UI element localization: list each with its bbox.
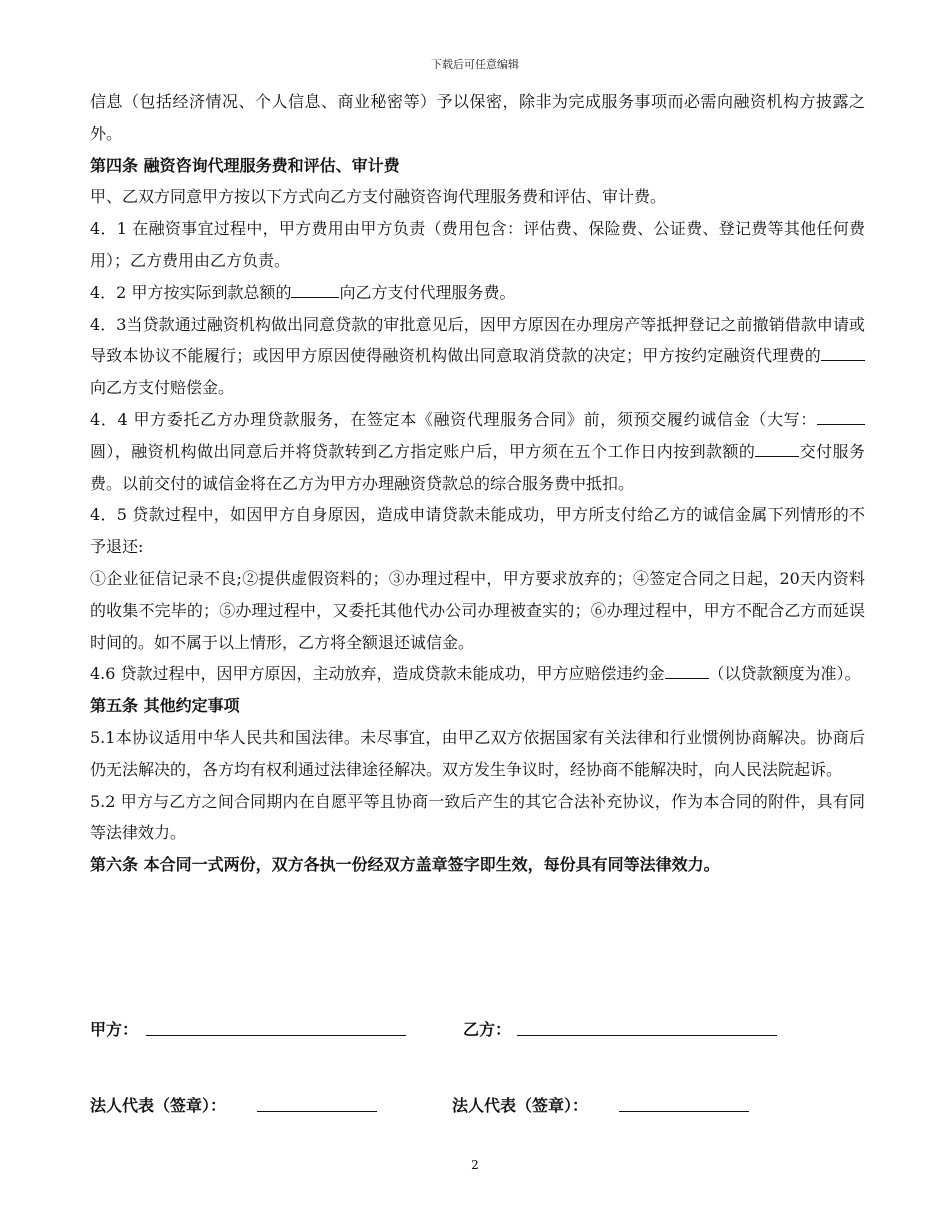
article-4-heading: 第四条 融资咨询代理服务费和评估、审计费 bbox=[90, 155, 400, 175]
clause-4-4 bbox=[90, 404, 865, 499]
clause-4-4-text-b: 圆），融资机构做出同意后并将贷款转到乙方指定账户后，甲方须在五个工作日内按到款额的 bbox=[90, 441, 756, 461]
party-a-label: 甲方： bbox=[90, 1020, 139, 1039]
clause-4-2-text-a: 4．2 甲方按实际到款总额的 bbox=[90, 282, 292, 302]
clause-4-4-text-a: 4．4 甲方委托乙方办理贷款服务，在签定本《融资代理服务合同》前，须预交履约诚信金（大写： bbox=[90, 409, 817, 429]
paragraph-confidentiality: 信息（包括经济情况、个人信息、商业秘密等）予以保密，除非为完成服务事项而必需向融资机构方披露之外。 bbox=[90, 92, 865, 143]
clause-4-4-text-c: 交付服务费。以前交付的诚信金将在乙方为甲方办理融资贷款总的综合服务费中抵扣。 bbox=[90, 441, 865, 493]
fee-rate-blank[interactable] bbox=[291, 281, 339, 298]
clause-4-2-text-b: 向乙方支付代理服务费。 bbox=[339, 282, 516, 302]
party-b-rep-label: 法人代表（签章）： bbox=[452, 1096, 589, 1115]
party-a-rep-signature-line[interactable] bbox=[257, 1111, 377, 1112]
clause-5-2: 5.2 甲方与乙方之间合同期内在自愿平等且协商一致后产生的其它合法补充协议，作为本合同的附件，具有同等法律效力。 bbox=[90, 791, 865, 843]
clause-4-3-text-b: 向乙方支付赔偿金。 bbox=[90, 378, 235, 398]
deposit-amount-blank[interactable] bbox=[817, 408, 865, 425]
clause-4-6-text-b: （以贷款额度为准）。 bbox=[708, 664, 861, 684]
page-number: 2 bbox=[471, 1158, 479, 1172]
page-header: 下载后可任意编辑 bbox=[431, 58, 519, 71]
clause-4-5-conditions: ①企业征信记录不良;②提供虚假资料的；③办理过程中，甲方要求放弃的；④签定合同之日起，20天内资料的收集不完毕的；⑤办理过程中，又委托其他代办公司办理被查实的；⑥办理过程中，甲方不配合乙方而延误时间的。如不属于以上情形，乙方将全额退还诚信金。 bbox=[90, 568, 865, 652]
article-5-heading: 第五条 其他约定事项 bbox=[90, 696, 240, 716]
party-b-label: 乙方： bbox=[463, 1020, 512, 1039]
clause-4-6 bbox=[90, 658, 865, 690]
clause-4-2 bbox=[90, 277, 865, 309]
party-a-rep-label: 法人代表（签章）： bbox=[90, 1096, 227, 1115]
party-a-signature-line[interactable] bbox=[146, 1035, 406, 1036]
party-b-rep-signature-line[interactable] bbox=[619, 1111, 749, 1112]
article-6-heading: 第六条 本合同一式两份，双方各执一份经双方盖章签字即生效，每份具有同等法律效力。 bbox=[90, 855, 720, 875]
clause-4-1: 4．1 在融资事宜过程中，甲方费用由甲方负责（费用包含：评估费、保险费、公证费、登记费等其他任何费用）；乙方费用由乙方负责。 bbox=[90, 219, 865, 270]
clause-5-1: 5.1本协议适用中华人民共和国法律。未尽事宜，由甲乙双方依据国家有关法律和行业惯例协商解决。协商后仍无法解决的，各方均有权利通过法律途径解决。双方发生争议时，经协商不能解决时，向人民法院起诉。 bbox=[90, 727, 865, 779]
service-fee-rate-blank[interactable] bbox=[755, 440, 799, 457]
party-b-signature-line[interactable] bbox=[517, 1035, 777, 1036]
penalty-blank[interactable] bbox=[665, 662, 709, 679]
clause-4-6-text-a: 4.6 贷款过程中，因甲方原因，主动放弃，造成贷款未能成功，甲方应赔偿违约金 bbox=[90, 664, 665, 684]
clause-4-3-text-a: 4．3当贷款通过融资机构做出同意贷款的审批意见后，因甲方原因在办理房产等抵押登记之前撤销借款申请或导致本协议不能履行；或因甲方原因使得融资机构做出同意取消贷款的决定；甲方按约定融资代理费的 bbox=[90, 314, 865, 366]
clause-4-5: 4．5 贷款过程中，如因甲方自身原因，造成申请贷款未能成功，甲方所支付给乙方的诚信金属下列情形的不予退还: bbox=[90, 505, 865, 557]
compensation-rate-blank[interactable] bbox=[821, 344, 865, 361]
clause-4-3 bbox=[90, 309, 865, 404]
contract-body bbox=[90, 86, 865, 881]
paragraph-fee-intro: 甲、乙双方同意甲方按以下方式向乙方支付融资咨询代理服务费和评估、审计费。 bbox=[90, 187, 667, 207]
